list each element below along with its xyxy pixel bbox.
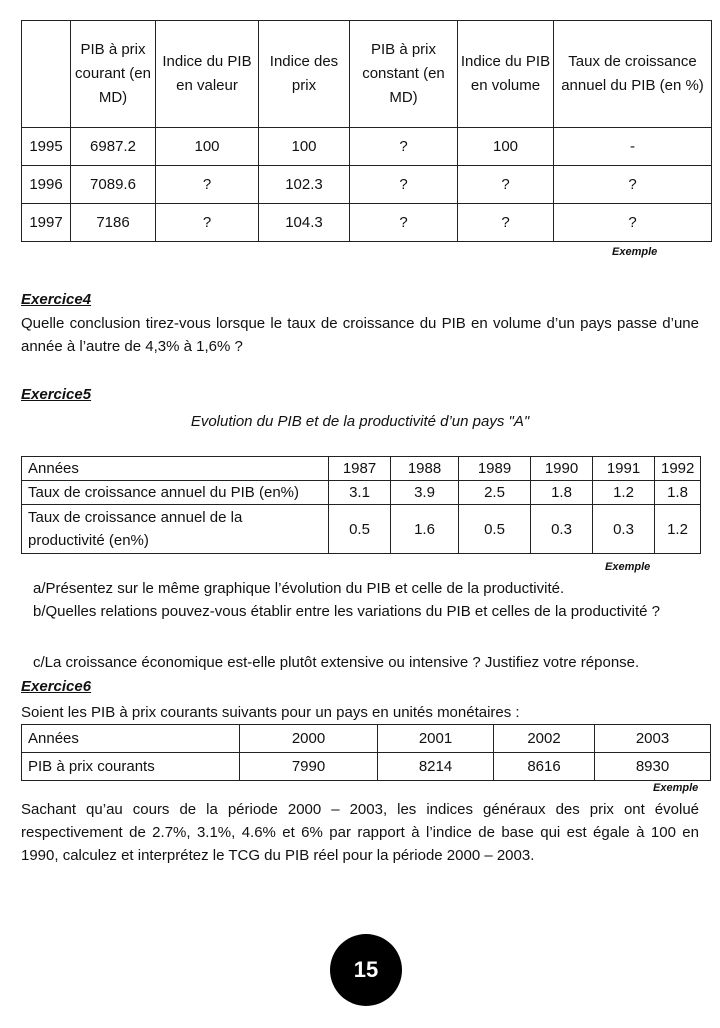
table-cell: 1.6 xyxy=(391,505,459,554)
table-cell: 3.9 xyxy=(391,481,459,505)
table-cell: 8930 xyxy=(595,753,711,781)
table-cell: ? xyxy=(350,166,458,204)
table-cell: Taux de croissance annuel de la productivité (en%) xyxy=(22,505,329,554)
table-cell: 100 xyxy=(259,128,350,166)
productivity-table xyxy=(21,456,701,554)
header-cell: PIB à prix constant (en MD) xyxy=(350,21,458,128)
table-cell: ? xyxy=(458,166,554,204)
exercise-title: Exercice5 xyxy=(21,386,92,403)
table-header-row xyxy=(22,457,701,481)
table-cell: 7186 xyxy=(71,204,156,242)
table-row xyxy=(22,753,711,781)
table-cell: 1.8 xyxy=(655,481,701,505)
table-row xyxy=(22,505,701,554)
table-header-row xyxy=(22,21,712,128)
question-a: a/Présentez sur le même graphique l’évolution du PIB et celle de la productivité. xyxy=(33,580,565,597)
header-cell: 2000 xyxy=(240,725,378,753)
header-cell: 1992 xyxy=(655,457,701,481)
header-cell: 2003 xyxy=(595,725,711,753)
table-caption: Exemple xyxy=(605,561,651,573)
table-row xyxy=(22,128,712,166)
table-cell: 0.3 xyxy=(531,505,593,554)
table-cell: ? xyxy=(156,204,259,242)
table-cell: Taux de croissance annuel du PIB (en%) xyxy=(22,481,329,505)
exercise-title: Exercice6 xyxy=(21,678,92,695)
header-cell: 2001 xyxy=(378,725,494,753)
table-cell: 104.3 xyxy=(259,204,350,242)
header-cell: Années xyxy=(22,457,329,481)
header-cell: 1987 xyxy=(329,457,391,481)
table-cell: ? xyxy=(554,204,712,242)
table-cell: 7089.6 xyxy=(71,166,156,204)
header-cell: 2002 xyxy=(494,725,595,753)
pib-table xyxy=(21,20,712,242)
exercise-text: Sachant qu’au cours de la période 2000 – 2003, les indices généraux des prix ont évolué respectivement de 2.7%, 3.1%, 4.6% et 6% par rapport à l’indice de base qui est égale à 100 en 1990, calculez et interprétez le TCG du PIB réel pour la période 2000 – 2003. xyxy=(21,801,699,864)
table-cell: 8616 xyxy=(494,753,595,781)
exercise-text: Quelle conclusion tirez-vous lorsque le taux de croissance du PIB en volume d’un pays passe d’une année à l’autre de 4,3% à 1,6% ? xyxy=(21,315,699,355)
table-row xyxy=(22,166,712,204)
table-header-row xyxy=(22,725,711,753)
question-b: b/Quelles relations pouvez-vous établir entre les variations du PIB et celles de la productivité ? xyxy=(33,603,661,620)
table-cell: 0.5 xyxy=(329,505,391,554)
exercise-intro: Soient les PIB à prix courants suivants pour un pays en unités monétaires : xyxy=(21,704,520,721)
table-cell: ? xyxy=(458,204,554,242)
table-title: Evolution du PIB et de la productivité d’un pays "A" xyxy=(190,413,530,430)
table-cell: ? xyxy=(156,166,259,204)
table-cell: 3.1 xyxy=(329,481,391,505)
header-cell: Années xyxy=(22,725,240,753)
table-cell: 1.8 xyxy=(531,481,593,505)
header-cell: Indice du PIB en volume xyxy=(458,21,554,128)
header-cell xyxy=(22,21,71,128)
header-cell: 1990 xyxy=(531,457,593,481)
table-cell: 8214 xyxy=(378,753,494,781)
table-caption: Exemple xyxy=(612,246,658,258)
header-cell: 1991 xyxy=(593,457,655,481)
header-cell: Indice des prix xyxy=(259,21,350,128)
table-cell: 1997 xyxy=(22,204,71,242)
table-row xyxy=(22,204,712,242)
header-cell: PIB à prix courant (en MD) xyxy=(71,21,156,128)
table-cell: PIB à prix courants xyxy=(22,753,240,781)
table-cell: 1995 xyxy=(22,128,71,166)
table-row xyxy=(22,481,701,505)
table-cell: ? xyxy=(350,128,458,166)
header-cell: 1989 xyxy=(459,457,531,481)
table-cell: 7990 xyxy=(240,753,378,781)
header-cell: 1988 xyxy=(391,457,459,481)
table-caption: Exemple xyxy=(653,782,699,794)
exercise-title: Exercice4 xyxy=(21,291,92,308)
table-cell: 100 xyxy=(156,128,259,166)
table-cell: 100 xyxy=(458,128,554,166)
table-cell: 1.2 xyxy=(593,481,655,505)
table-cell: 102.3 xyxy=(259,166,350,204)
header-cell: Indice du PIB en valeur xyxy=(156,21,259,128)
table-cell: ? xyxy=(554,166,712,204)
table-cell: ? xyxy=(350,204,458,242)
page-number: 15 xyxy=(330,934,402,1006)
table-cell: 1996 xyxy=(22,166,71,204)
table-cell: 0.5 xyxy=(459,505,531,554)
table-cell: 1.2 xyxy=(655,505,701,554)
header-cell: Taux de croissance annuel du PIB (en %) xyxy=(554,21,712,128)
table-cell: - xyxy=(554,128,712,166)
table-cell: 6987.2 xyxy=(71,128,156,166)
table-cell: 0.3 xyxy=(593,505,655,554)
question-c: c/La croissance économique est-elle plutôt extensive ou intensive ? Justifiez votre réponse. xyxy=(33,654,640,671)
table-cell: 2.5 xyxy=(459,481,531,505)
pib-courants-table xyxy=(21,724,711,781)
